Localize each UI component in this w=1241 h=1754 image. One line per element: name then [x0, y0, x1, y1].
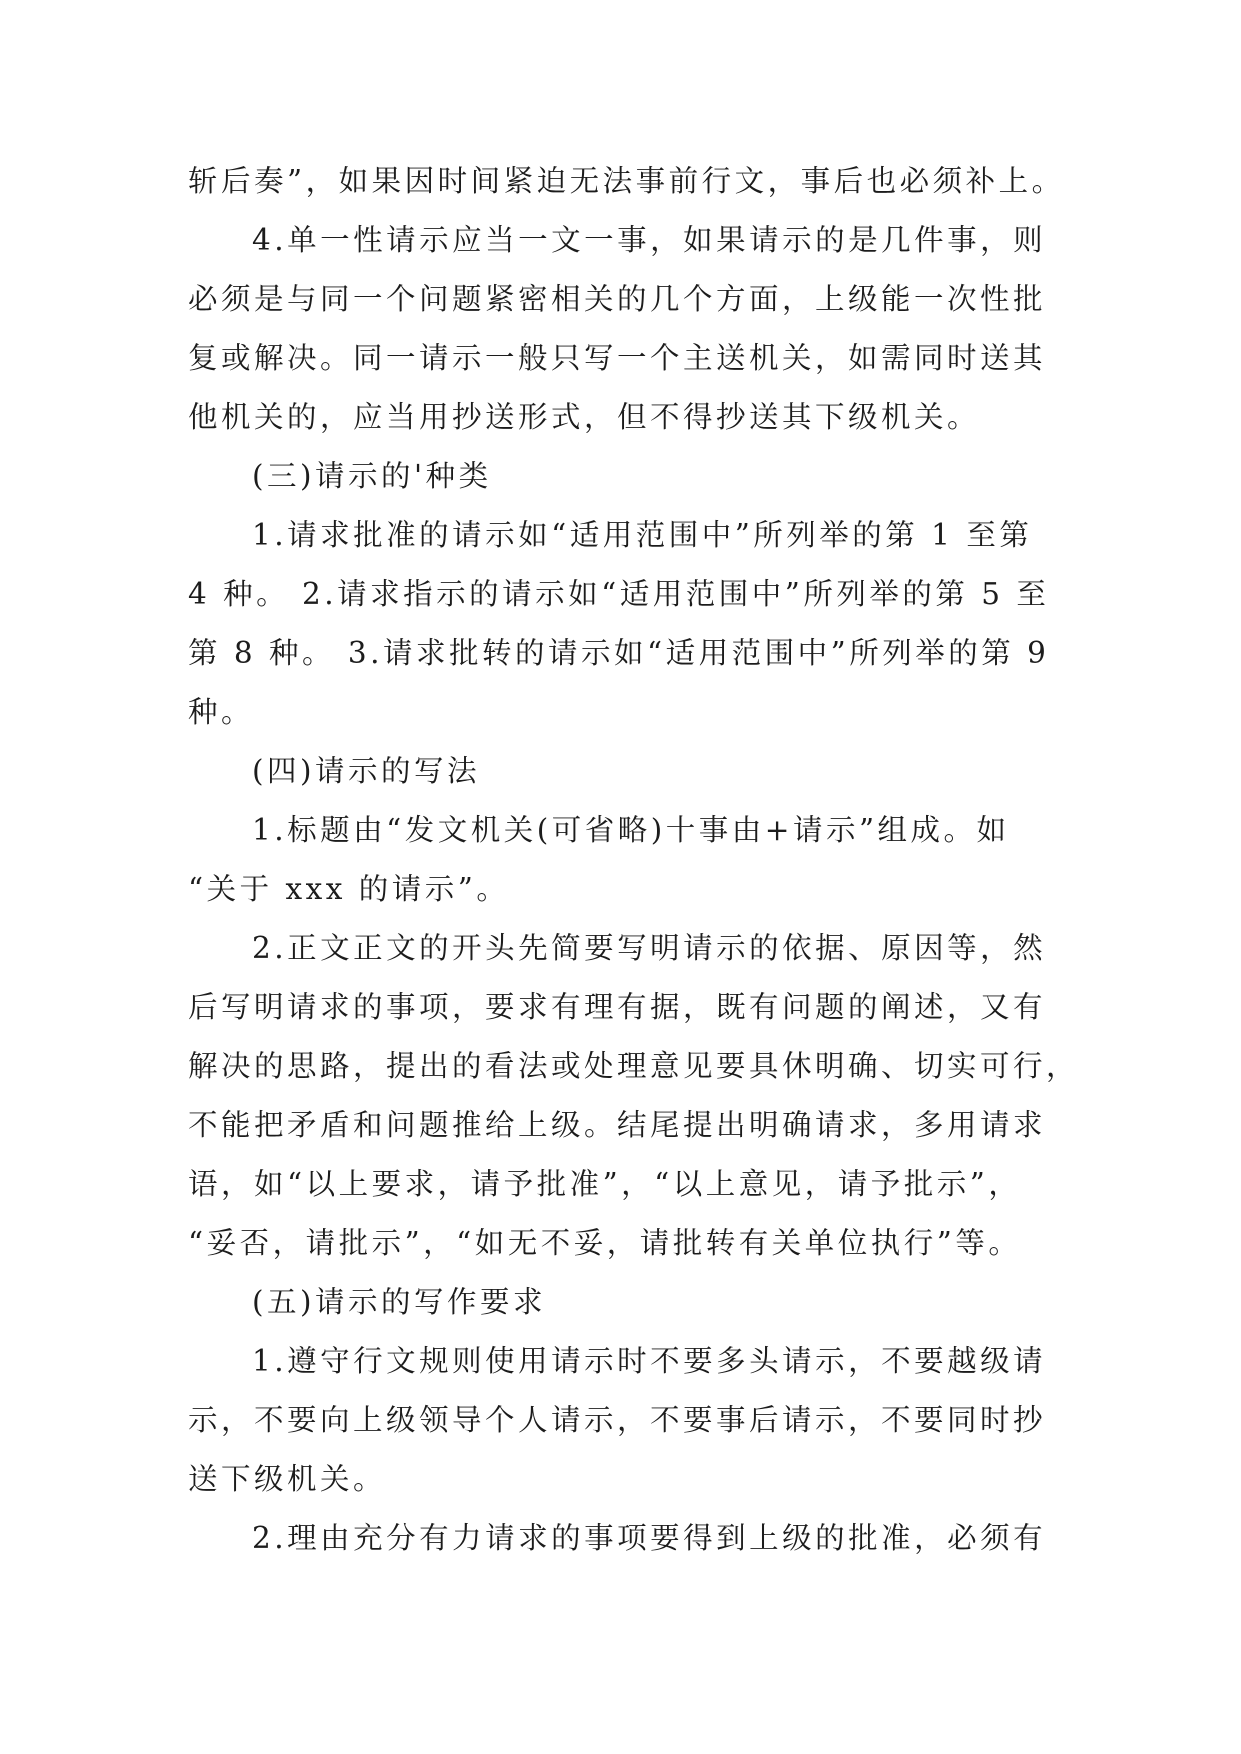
text-line: 他机关的，应当用抄送形式，但不得抄送其下级机关。	[188, 400, 981, 434]
text-line: 不能把矛盾和问题推给上级。结尾提出明确请求，多用请求	[188, 1108, 1047, 1142]
section-heading: (三)请示的'种类	[252, 459, 492, 493]
text-line: 第 8 种。 3.请求批转的请示如“适用范围中”所列举的第 9	[188, 636, 1050, 670]
text-line: 示，不要向上级领导个人请示，不要事后请示，不要同时抄	[188, 1403, 1047, 1437]
text-line: 1.遵守行文规则使用请示时不要多头请示，不要越级请	[252, 1344, 1047, 1378]
text-line: “关于 xxx 的请示”。	[188, 872, 510, 906]
text-line: 复或解决。同一请示一般只写一个主送机关，如需同时送其	[188, 341, 1047, 375]
text-line: 送下级机关。	[188, 1462, 387, 1496]
text-line: 语，如“以上要求，请予批准”，“以上意见，请予批示”，	[188, 1167, 1022, 1201]
text-line: 必须是与同一个问题紧密相关的几个方面，上级能一次性批	[188, 282, 1047, 316]
text-line: 1.请求批准的请示如“适用范围中”所列举的第 1 至第	[252, 518, 1033, 552]
text-line: 解决的思路，提出的看法或处理意见要具休明确、切实可行，	[188, 1049, 1080, 1083]
text-line: 4.单一性请示应当一文一事，如果请示的是几件事，则	[252, 223, 1047, 257]
text-line: 2.理由充分有力请求的事项要得到上级的批准，必须有	[252, 1521, 1047, 1555]
text-line: 2.正文正文的开头先简要写明请示的依据、原因等，然	[252, 931, 1047, 965]
text-line: 斩后奏”，如果因时间紧迫无法事前行文，事后也必须补上。	[188, 164, 1065, 198]
document-page	[188, 152, 1080, 1568]
text-line: “妥否，请批示”，“如无不妥，请批转有关单位执行”等。	[188, 1226, 1022, 1260]
text-line: 1.标题由“发文机关(可省略)十事由+请示”组成。如	[252, 813, 1010, 847]
section-heading: (五)请示的写作要求	[252, 1285, 547, 1319]
section-heading: (四)请示的写法	[252, 754, 481, 788]
text-line: 4 种。 2.请求指示的请示如“适用范围中”所列举的第 5 至	[188, 577, 1050, 611]
text-line: 后写明请求的事项，要求有理有据，既有问题的阐述，又有	[188, 990, 1047, 1024]
text-line: 种。	[188, 695, 255, 729]
